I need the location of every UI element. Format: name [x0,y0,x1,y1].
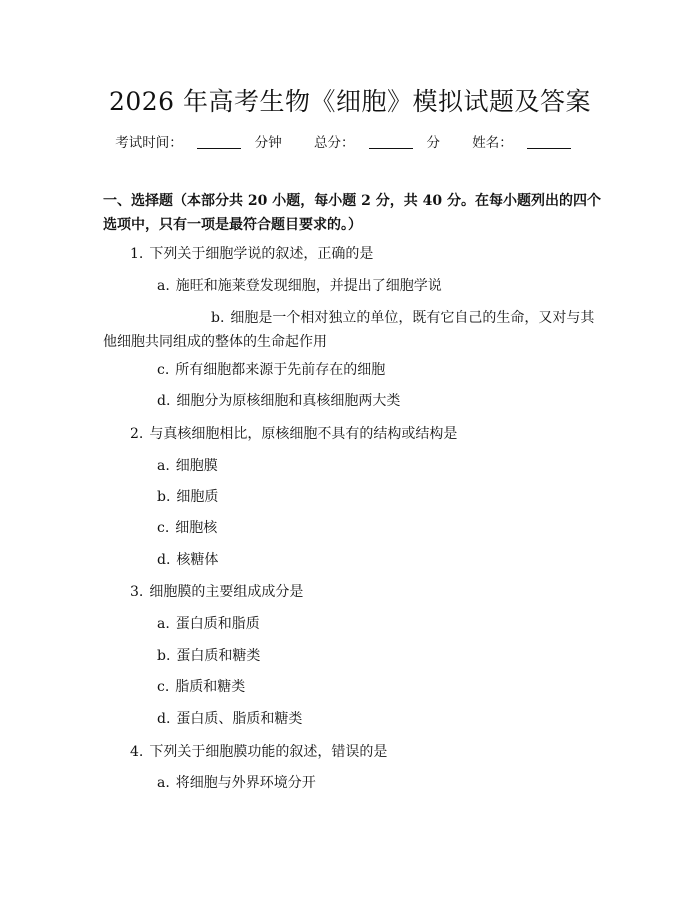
option-text: 细胞核 [175,520,218,536]
question-text: 与真核细胞相比，原核细胞不具有的结构或结构是 [149,426,458,442]
option-letter: c. [157,520,170,536]
option-letter: a. [157,616,170,632]
question-3 [130,582,303,602]
option-text: 所有细胞都来源于先前存在的细胞 [175,362,386,378]
option-letter: a. [157,278,170,294]
exam-meta [0,131,700,151]
score-blank [369,148,413,149]
option-1d [157,391,400,411]
option-text: 核糖体 [176,552,219,568]
option-1c [157,360,385,380]
option-text: 将细胞与外界环境分开 [175,775,316,791]
question-number: 2. [130,426,144,442]
option-2b [157,487,218,507]
score-unit: 分 [426,135,440,151]
option-text: 蛋白质和糖类 [176,648,261,664]
option-text: 脂质和糖类 [175,679,246,695]
question-text: 细胞膜的主要组成成分是 [149,584,304,600]
option-3c [157,677,245,697]
question-1 [130,244,373,264]
question-text: 下列关于细胞学说的叙述，正确的是 [149,246,374,262]
question-number: 4. [130,744,144,760]
option-2c [157,518,217,538]
option-letter: d. [157,552,171,568]
score-label: 总分： [314,135,355,151]
option-letter: c. [157,362,170,378]
option-letter: b. [157,489,171,505]
question-4 [130,742,387,762]
time-label: 考试时间： [115,135,183,151]
option-text: 细胞分为原核细胞和真核细胞两大类 [176,393,401,409]
option-letter: c. [157,679,170,695]
option-letter: b. [157,648,171,664]
exam-time [115,131,282,151]
option-letter: d. [157,393,171,409]
option-text: 细胞质 [176,489,219,505]
option-text: 细胞是一个相对独立的单位，既有它自己的生命，又对与其他细胞共同组成的整体的生命起作用 [103,310,595,350]
exam-name [472,131,585,151]
option-text: 细胞膜 [175,458,218,474]
option-2a [157,456,218,476]
question-2 [130,424,457,444]
option-letter: d. [157,711,171,727]
option-2d [157,550,218,570]
question-number: 1. [130,246,144,262]
option-4a [157,773,316,793]
option-letter: b. [211,310,225,326]
time-blank [197,148,241,149]
exam-score [314,131,440,151]
name-blank [527,148,571,149]
option-letter: a. [157,775,170,791]
option-3a [157,614,260,634]
option-text: 施旺和施莱登发现细胞，并提出了细胞学说 [175,278,442,294]
question-text: 下列关于细胞膜功能的叙述，错误的是 [149,744,388,760]
option-3d [157,709,302,729]
question-number: 3. [130,584,144,600]
time-unit: 分钟 [254,135,282,151]
option-text: 蛋白质、脂质和糖类 [176,711,303,727]
name-label: 姓名： [472,135,513,151]
option-letter: a. [157,458,170,474]
option-3b [157,646,260,666]
section-heading: 一、选择题（本部分共 20 小题，每小题 2 分，共 40 分。在每小题列出的四个选项中，只有一项是最符合题目要求的。） [103,193,601,233]
option-1a [157,276,442,296]
page-title: 2026 年高考生物《细胞》模拟试题及答案 [108,87,592,116]
option-1b [103,306,601,354]
option-text: 蛋白质和脂质 [175,616,260,632]
